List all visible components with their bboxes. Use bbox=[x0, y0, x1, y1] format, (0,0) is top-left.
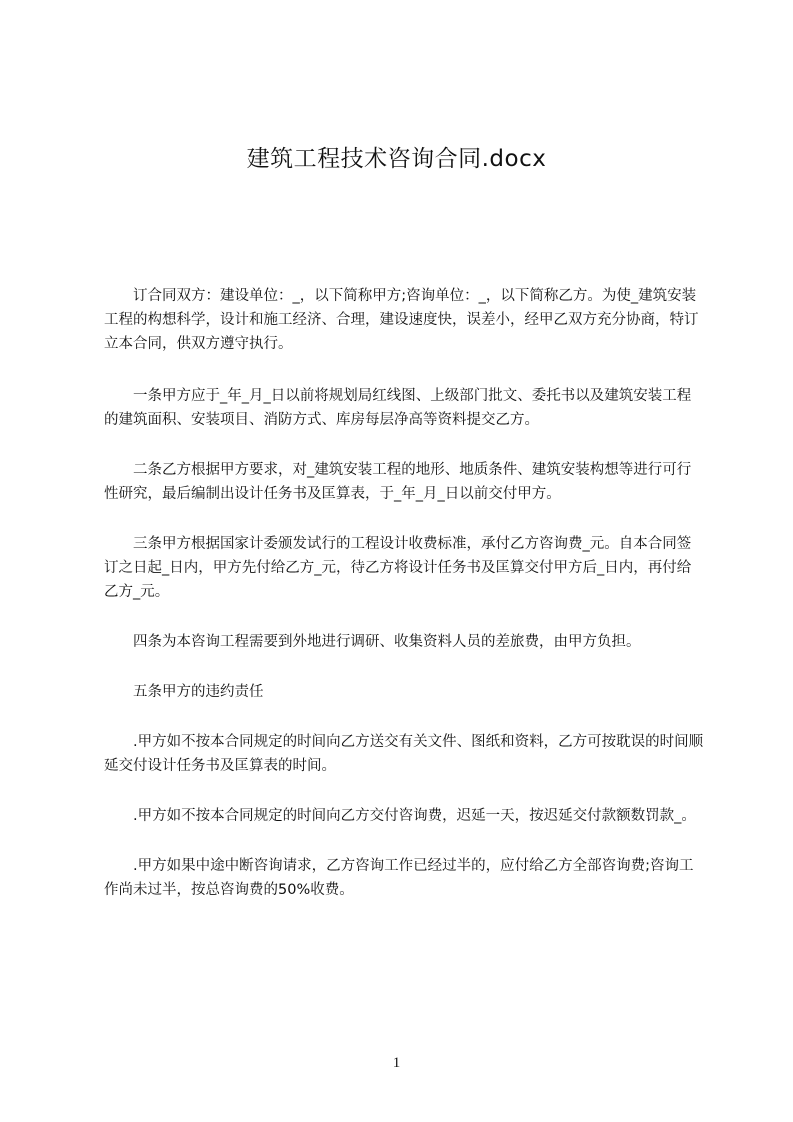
paragraph-article-4: 四条为本咨询工程需要到外地进行调研、收集资料人员的差旅费，由甲方负担。 bbox=[133, 634, 641, 650]
paragraph-clause-3: .甲方如果中途中断咨询请求，乙方咨询工作已经过半的，应付给乙方全部咨询费;咨询工作尚未过半，按总咨询费的50%收费。 bbox=[104, 858, 694, 898]
paragraph-intro: 订合同双方：建设单位：_，以下简称甲方;咨询单位：_，以下简称乙方。为使_建筑安装工程的构想科学，设计和施工经济、合理，建设速度快，误差小，经甲乙双方充分协商，特订立本合同，供双方遵守执行。 bbox=[104, 288, 699, 352]
document-title: 建筑工程技术咨询合同.docx bbox=[246, 146, 547, 172]
paragraph-clause-2: .甲方如不按本合同规定的时间向乙方交付咨询费，迟延一天，按迟延交付款额数罚款_。 bbox=[133, 808, 696, 824]
paragraph-clause-1: .甲方如不按本合同规定的时间向乙方送交有关文件、图纸和资料，乙方可按耽误的时间顺延交付设计任务书及匡算表的时间。 bbox=[104, 734, 704, 774]
page-number: 1 bbox=[392, 1055, 401, 1071]
paragraph-article-3: 三条甲方根据国家计委颁发试行的工程设计收费标准，承付乙方咨询费_元。自本合同签订之日起_日内，甲方先付给乙方_元，待乙方将设计任务书及匡算交付甲方后_日内，再付给乙方_元。 bbox=[104, 536, 692, 600]
document-body bbox=[104, 284, 704, 928]
paragraph-article-2: 二条乙方根据甲方要求，对_建筑安装工程的地形、地质条件、建筑安装构想等进行可行性研究，最后编制出设计任务书及匡算表，于_年_月_日以前交付甲方。 bbox=[104, 462, 692, 502]
paragraph-article-5-heading: 五条甲方的违约责任 bbox=[133, 684, 264, 700]
paragraph-article-1: 一条甲方应于_年_月_日以前将规划局红线图、上级部门批文、委托书以及建筑安装工程的建筑面积、安装项目、消防方式、库房每层净高等资料提交乙方。 bbox=[104, 388, 692, 428]
